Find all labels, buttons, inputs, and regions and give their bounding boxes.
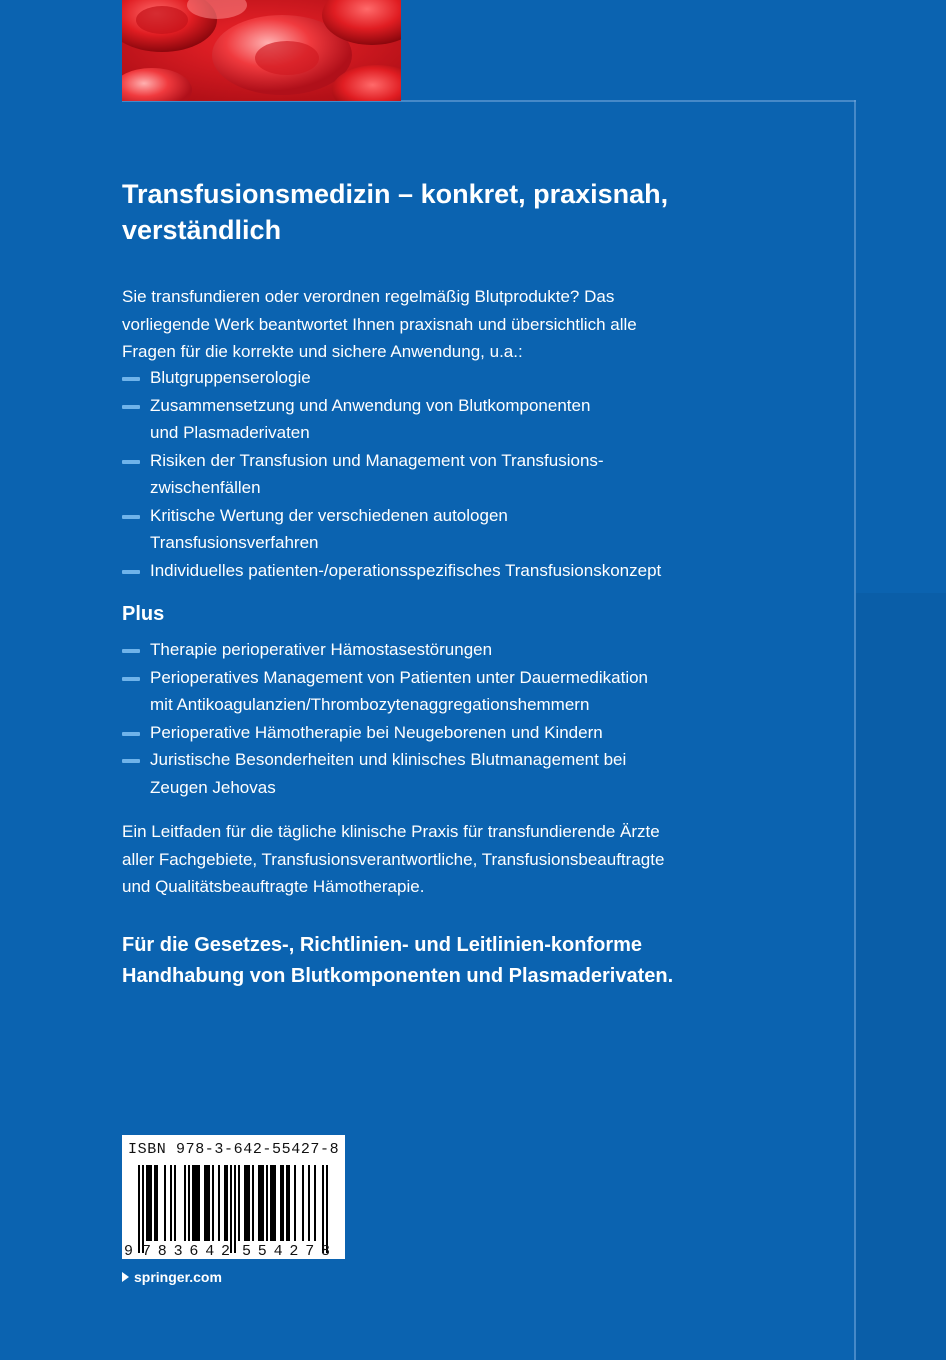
blood-cells-illustration — [122, 0, 401, 101]
list-item-text: Zeugen Jehovas — [150, 777, 276, 797]
website-text: springer.com — [134, 1269, 222, 1285]
bullet-dash-icon — [122, 677, 140, 681]
barcode-bar — [192, 1165, 194, 1241]
publisher-website[interactable] — [122, 1269, 222, 1285]
list-item-text: Juristische Besonderheiten und klinisches Blutmanagement bei — [150, 750, 627, 769]
isbn-label: ISBN 978-3-642-55427-8 — [128, 1141, 340, 1158]
list-item — [122, 447, 742, 502]
barcode-bar — [288, 1165, 290, 1241]
right-edge-band — [856, 593, 946, 1360]
bullet-dash-icon — [122, 515, 140, 519]
list-item-text: und Plasmaderivaten — [150, 423, 310, 442]
barcode-bar — [196, 1165, 198, 1241]
barcode-bar — [252, 1165, 254, 1241]
barcode-bar — [308, 1165, 310, 1241]
barcode-bar — [194, 1165, 196, 1241]
intro-paragraph — [122, 283, 722, 366]
list-item-text: zwischenfällen — [150, 478, 261, 497]
list-item — [122, 364, 742, 392]
barcode-bar — [150, 1165, 152, 1241]
intro-line: vorliegende Werk beantwortet Ihnen praxisnah und übersichtlich alle — [122, 314, 637, 334]
closing-line: und Qualitätsbeauftragte Hämotherapie. — [122, 877, 425, 896]
barcode-lead-digit: 9 — [124, 1243, 134, 1259]
barcode-bar — [218, 1165, 220, 1241]
blood-cells-image — [122, 0, 401, 101]
topics-list — [122, 364, 742, 584]
closing-line: aller Fachgebiete, Transfusionsverantwortliche, Transfusionsbeauftragte — [122, 849, 665, 869]
barcode-bar — [244, 1165, 246, 1241]
barcode-bar — [198, 1165, 200, 1241]
barcode-bar — [302, 1165, 304, 1241]
barcode-bar — [282, 1165, 284, 1241]
list-item-text: Transfusionsverfahren — [150, 533, 319, 552]
barcode-bar — [184, 1165, 186, 1241]
barcode-bar — [248, 1165, 250, 1241]
plus-topics-list — [122, 636, 742, 801]
list-item-text: Perioperative Hämotherapie bei Neugeborenen und Kindern — [150, 722, 603, 742]
list-item — [122, 392, 742, 447]
list-item-text: Kritische Wertung der verschiedenen autologen — [150, 505, 508, 525]
slogan — [122, 930, 742, 992]
barcode-bar — [224, 1165, 226, 1241]
barcode-bar — [138, 1165, 140, 1253]
barcode-bar — [258, 1165, 260, 1241]
barcode-bar — [326, 1165, 328, 1253]
barcode-bar — [272, 1165, 274, 1241]
barcode-bar — [204, 1165, 206, 1241]
list-item-text: Individuelles patienten-/operationsspezifisches Transfusionskonzept — [150, 560, 662, 580]
headline-line-2: verständlich — [122, 215, 282, 245]
isbn-barcode — [122, 1135, 345, 1259]
list-item — [122, 636, 742, 664]
barcode-right-digits: 554278 — [242, 1243, 330, 1259]
barcode-bar — [170, 1165, 172, 1241]
closing-paragraph — [122, 818, 742, 901]
barcode-bar — [314, 1165, 316, 1241]
barcode-bar — [234, 1165, 236, 1253]
barcode-bar — [238, 1165, 240, 1241]
barcode-bars — [138, 1165, 328, 1253]
list-item — [122, 557, 742, 585]
barcode-bar — [260, 1165, 262, 1241]
barcode-bar — [270, 1165, 272, 1241]
barcode-bar — [322, 1165, 324, 1253]
list-item-text: mit Antikoagulanzien/Thrombozytenaggregationshemmern — [150, 695, 590, 714]
closing-line: Ein Leitfaden für die tägliche klinische Praxis für transfundierende Ärzte — [122, 822, 660, 841]
list-item — [122, 502, 742, 557]
intro-line: Sie transfundieren oder verordnen regelmäßig Blutprodukte? Das — [122, 287, 615, 306]
bullet-dash-icon — [122, 759, 140, 763]
headline — [122, 176, 722, 248]
barcode-bar — [294, 1165, 296, 1241]
barcode-bar — [212, 1165, 214, 1241]
barcode-bar — [230, 1165, 232, 1253]
arrow-right-icon — [122, 1272, 129, 1282]
headline-line-1: Transfusionsmedizin – konkret, praxisnah, — [122, 179, 669, 209]
barcode-bar — [154, 1165, 156, 1241]
barcode-bar — [286, 1165, 288, 1241]
bullet-dash-icon — [122, 649, 140, 653]
barcode-bar — [164, 1165, 166, 1241]
barcode-bar — [208, 1165, 210, 1241]
list-item — [122, 746, 742, 801]
barcode-bar — [280, 1165, 282, 1241]
list-item-text: Blutgruppenserologie — [150, 368, 311, 387]
barcode-bar — [142, 1165, 144, 1253]
list-item-text: Therapie perioperativer Hämostasestörungen — [150, 640, 493, 659]
barcode-graphic — [122, 1161, 345, 1259]
bullet-dash-icon — [122, 377, 140, 381]
barcode-bar — [188, 1165, 190, 1241]
barcode-bar — [262, 1165, 264, 1241]
list-item — [122, 719, 742, 747]
slogan-line: Handhabung von Blutkomponenten und Plasmaderivaten. — [122, 965, 674, 987]
list-item-text: Risiken der Transfusion und Management von Transfusions- — [150, 450, 604, 470]
plus-heading: Plus — [122, 603, 165, 625]
list-item-text: Zusammensetzung und Anwendung von Blutkomponenten — [150, 395, 591, 415]
barcode-bar — [148, 1165, 150, 1241]
barcode-left-digits: 783642 — [142, 1243, 230, 1259]
intro-line: Fragen für die korrekte und sichere Anwendung, u.a.: — [122, 342, 523, 361]
barcode-bar — [274, 1165, 276, 1241]
bullet-dash-icon — [122, 405, 140, 409]
list-item-text: Perioperatives Management von Patienten unter Dauermedikation — [150, 667, 649, 687]
barcode-bar — [226, 1165, 228, 1241]
bullet-dash-icon — [122, 570, 140, 574]
bullet-dash-icon — [122, 460, 140, 464]
barcode-bar — [206, 1165, 208, 1241]
slogan-line: Für die Gesetzes-, Richtlinien- und Leitlinien-konforme — [122, 934, 643, 956]
barcode-bar — [174, 1165, 176, 1241]
bullet-dash-icon — [122, 732, 140, 736]
barcode-bar — [146, 1165, 148, 1241]
barcode-bar — [266, 1165, 268, 1241]
list-item — [122, 664, 742, 719]
barcode-bar — [156, 1165, 158, 1241]
barcode-bar — [246, 1165, 248, 1241]
